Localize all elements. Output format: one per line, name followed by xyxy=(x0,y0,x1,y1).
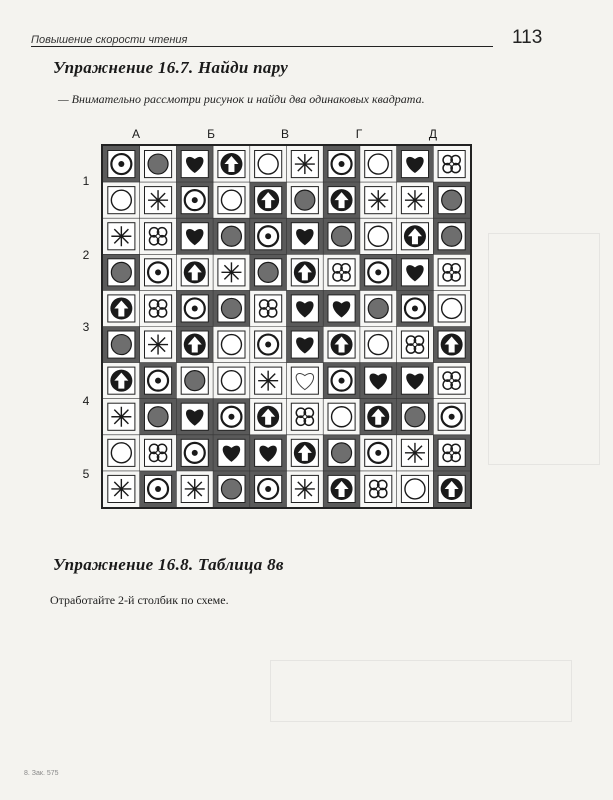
asterisk-icon xyxy=(295,154,315,174)
dot-in-circle-icon xyxy=(368,443,388,463)
grid-cell xyxy=(323,290,360,326)
grid-cell xyxy=(250,146,287,182)
filled-circle-icon xyxy=(111,262,131,282)
page-number: 113 xyxy=(512,27,543,48)
up-arrow-icon xyxy=(331,478,353,500)
filled-circle-icon xyxy=(332,443,352,463)
grid-cell xyxy=(287,146,324,182)
grid-cell xyxy=(140,363,177,399)
dot-in-circle-icon xyxy=(111,154,131,174)
dot-in-circle-icon xyxy=(258,479,278,499)
grid-cell xyxy=(213,146,250,182)
dot-in-circle-icon xyxy=(221,407,241,427)
up-arrow-icon xyxy=(404,225,426,247)
grid-cell xyxy=(323,146,360,182)
grid-cell xyxy=(323,182,360,218)
exercise-instruction: — Внимательно рассмотри рисунок и найди два одинаковых квадрата. xyxy=(58,92,425,106)
grid-cell xyxy=(176,182,213,218)
grid-cell xyxy=(287,363,324,399)
grid-cell xyxy=(140,290,177,326)
grid-cell xyxy=(176,218,213,254)
grid-cell xyxy=(433,182,470,218)
dot-in-circle-icon xyxy=(368,262,388,282)
asterisk-icon xyxy=(221,262,241,282)
up-arrow-icon xyxy=(331,189,353,211)
grid-cell xyxy=(433,146,470,182)
asterisk-icon xyxy=(295,479,315,499)
grid-cell xyxy=(103,435,140,471)
grid-cell xyxy=(287,327,324,363)
row-label: 4 xyxy=(82,394,90,408)
grid-cell xyxy=(176,146,213,182)
grid-cell xyxy=(140,471,177,507)
asterisk-icon xyxy=(111,407,131,427)
grid-cell xyxy=(323,254,360,290)
grid-cell xyxy=(213,399,250,435)
row-label: 2 xyxy=(82,248,90,262)
grid-cell xyxy=(176,399,213,435)
grid-cell xyxy=(433,290,470,326)
asterisk-icon xyxy=(111,479,131,499)
page-footer: 8. Зак. 575 xyxy=(24,770,59,777)
grid-cell xyxy=(397,218,434,254)
up-arrow-icon xyxy=(257,189,279,211)
column-label: Г xyxy=(355,127,363,141)
filled-circle-icon xyxy=(258,262,278,282)
print-through-shadow xyxy=(270,660,572,722)
grid-cell xyxy=(250,399,287,435)
dot-in-circle-icon xyxy=(148,371,168,391)
asterisk-icon xyxy=(185,479,205,499)
filled-circle-icon xyxy=(221,298,241,318)
grid-cell xyxy=(287,290,324,326)
print-through-shadow xyxy=(488,233,600,465)
column-label: А xyxy=(131,127,140,141)
grid-cell xyxy=(397,182,434,218)
symbol-grid xyxy=(101,144,472,509)
grid-cell xyxy=(323,435,360,471)
grid-cell xyxy=(140,399,177,435)
dot-in-circle-icon xyxy=(185,190,205,210)
grid-cell xyxy=(287,399,324,435)
grid-cell xyxy=(176,363,213,399)
grid-cell xyxy=(433,254,470,290)
filled-circle-icon xyxy=(442,190,462,210)
row-label: 1 xyxy=(82,174,90,188)
grid-cell xyxy=(103,218,140,254)
asterisk-icon xyxy=(148,335,168,355)
grid-cell xyxy=(397,471,434,507)
grid-cell xyxy=(213,218,250,254)
grid-cell xyxy=(287,182,324,218)
grid-cell xyxy=(323,218,360,254)
grid-cell xyxy=(250,182,287,218)
grid-cell xyxy=(140,327,177,363)
grid-cell xyxy=(250,363,287,399)
row-label: 3 xyxy=(82,320,90,334)
asterisk-icon xyxy=(405,443,425,463)
dot-in-circle-icon xyxy=(332,371,352,391)
grid-cell xyxy=(433,218,470,254)
column-label: В xyxy=(280,127,289,141)
grid-cell xyxy=(360,435,397,471)
grid-cell xyxy=(140,218,177,254)
grid-cell xyxy=(433,471,470,507)
grid-cell xyxy=(176,471,213,507)
dot-in-circle-icon xyxy=(148,479,168,499)
dot-in-circle-icon xyxy=(442,407,462,427)
up-arrow-icon xyxy=(294,442,316,464)
grid-cell xyxy=(397,254,434,290)
grid-cell xyxy=(287,435,324,471)
asterisk-icon xyxy=(405,190,425,210)
grid-cell xyxy=(360,254,397,290)
asterisk-icon xyxy=(258,371,278,391)
dot-in-circle-icon xyxy=(332,154,352,174)
grid-cell xyxy=(287,218,324,254)
exercise-body: Отработайте 2-й столбик по схеме. xyxy=(50,593,229,607)
exercise-title: Упражнение 16.8. Таблица 8в xyxy=(53,555,284,574)
filled-circle-icon xyxy=(111,335,131,355)
dot-in-circle-icon xyxy=(258,226,278,246)
grid-cell xyxy=(103,146,140,182)
grid-cell xyxy=(433,399,470,435)
grid-cell xyxy=(213,182,250,218)
grid-cell xyxy=(103,471,140,507)
grid-cell xyxy=(176,327,213,363)
grid-cell xyxy=(140,254,177,290)
up-arrow-icon xyxy=(184,261,206,283)
grid-cell xyxy=(103,182,140,218)
asterisk-icon xyxy=(368,190,388,210)
filled-circle-icon xyxy=(221,479,241,499)
grid-cell xyxy=(287,254,324,290)
grid-cell xyxy=(360,471,397,507)
grid-cell xyxy=(433,435,470,471)
grid-cell xyxy=(213,327,250,363)
grid-cell xyxy=(213,471,250,507)
up-arrow-icon xyxy=(110,370,132,392)
grid-cell xyxy=(360,182,397,218)
grid-cell xyxy=(140,182,177,218)
up-arrow-icon xyxy=(331,334,353,356)
grid-cell xyxy=(250,327,287,363)
up-arrow-icon xyxy=(220,153,242,175)
grid-cell xyxy=(323,471,360,507)
dot-in-circle-icon xyxy=(148,262,168,282)
grid-cell xyxy=(103,399,140,435)
column-label: Д xyxy=(428,127,438,141)
dot-in-circle-icon xyxy=(405,298,425,318)
filled-circle-icon xyxy=(405,407,425,427)
grid-cell xyxy=(250,218,287,254)
filled-circle-icon xyxy=(148,154,168,174)
dot-in-circle-icon xyxy=(185,298,205,318)
dot-in-circle-icon xyxy=(185,443,205,463)
grid-cell xyxy=(250,290,287,326)
column-label: Б xyxy=(207,127,215,141)
grid-cell xyxy=(397,363,434,399)
grid-cell xyxy=(323,363,360,399)
asterisk-icon xyxy=(148,190,168,210)
grid-cell xyxy=(397,290,434,326)
grid-cell xyxy=(360,399,397,435)
grid-cell xyxy=(250,435,287,471)
asterisk-icon xyxy=(111,226,131,246)
up-arrow-icon xyxy=(367,406,389,428)
grid-cell xyxy=(103,363,140,399)
up-arrow-icon xyxy=(184,334,206,356)
row-label: 5 xyxy=(82,467,90,481)
running-head: Повышение скорости чтения xyxy=(31,34,188,46)
grid-cell xyxy=(397,399,434,435)
exercise-title: Упражнение 16.7. Найди пару xyxy=(53,58,289,77)
grid-cell xyxy=(433,363,470,399)
grid-cell xyxy=(176,435,213,471)
filled-circle-icon xyxy=(332,226,352,246)
header-rule xyxy=(31,46,493,47)
grid-cell xyxy=(360,363,397,399)
grid-cell xyxy=(250,254,287,290)
grid-cell xyxy=(360,146,397,182)
grid-cell xyxy=(397,327,434,363)
grid-cell xyxy=(213,363,250,399)
filled-circle-icon xyxy=(185,371,205,391)
grid-cell xyxy=(103,290,140,326)
filled-circle-icon xyxy=(295,190,315,210)
up-arrow-icon xyxy=(257,406,279,428)
grid-cell xyxy=(176,290,213,326)
filled-circle-icon xyxy=(442,226,462,246)
grid-cell xyxy=(287,471,324,507)
filled-circle-icon xyxy=(368,298,388,318)
grid-cell xyxy=(250,471,287,507)
grid-cell xyxy=(140,146,177,182)
up-arrow-icon xyxy=(110,297,132,319)
grid-cell xyxy=(103,254,140,290)
filled-circle-icon xyxy=(148,407,168,427)
grid-cell xyxy=(323,327,360,363)
up-arrow-icon xyxy=(294,261,316,283)
grid-cell xyxy=(213,290,250,326)
grid-cell xyxy=(103,327,140,363)
grid-cell xyxy=(213,254,250,290)
grid-cell xyxy=(360,327,397,363)
grid-cell xyxy=(360,218,397,254)
grid-cell xyxy=(433,327,470,363)
up-arrow-icon xyxy=(441,478,463,500)
grid-cell xyxy=(360,290,397,326)
grid-cell xyxy=(397,435,434,471)
dot-in-circle-icon xyxy=(258,335,278,355)
grid-cell xyxy=(140,435,177,471)
grid-cell xyxy=(323,399,360,435)
up-arrow-icon xyxy=(441,334,463,356)
grid-cell xyxy=(213,435,250,471)
grid-cell xyxy=(397,146,434,182)
filled-circle-icon xyxy=(221,226,241,246)
grid-cell xyxy=(176,254,213,290)
